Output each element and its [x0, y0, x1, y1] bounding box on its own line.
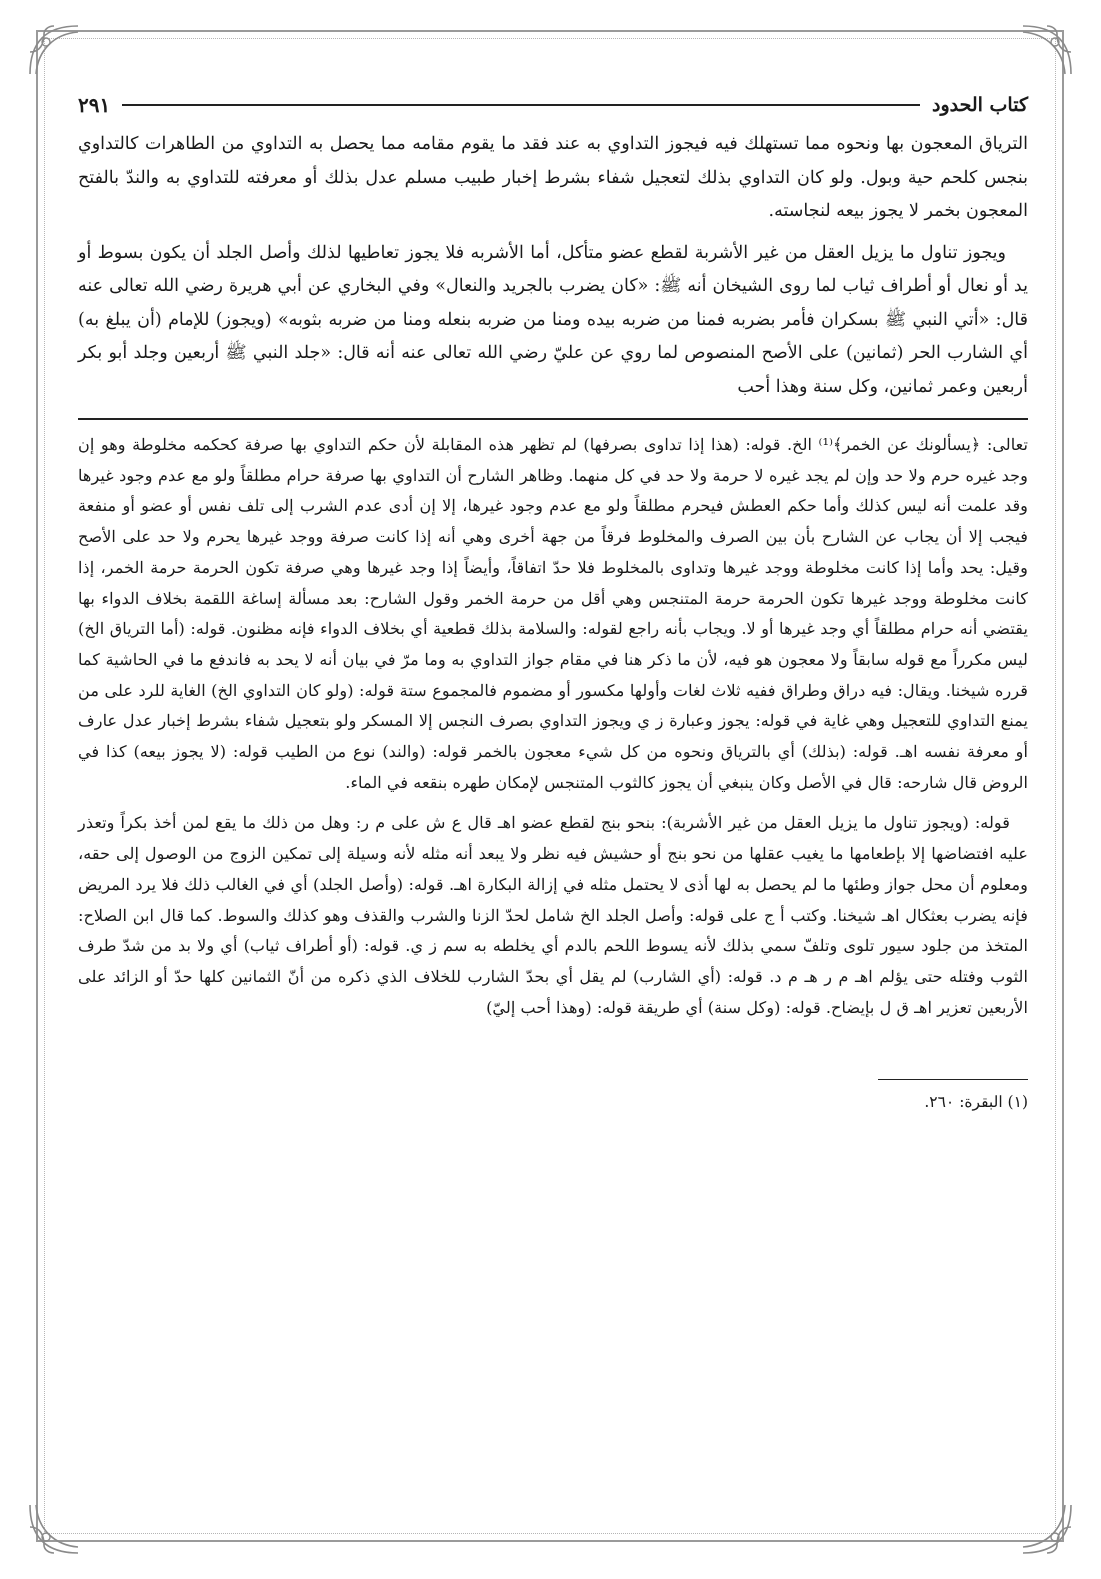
running-header [78, 86, 1028, 124]
commentary-paragraph: تعالى: ﴿يسألونك عن الخمر﴾⁽¹⁾ الخ. قوله: (هذا إذا تداوى بصرفها) لم تظهر هذه المقابلة لأن حكم التداوي بها صرفة كحكمه مخلوطة وهو إن وجد غيره حرم ولا حد وإن لم يجد غيره لا حرمة ولا حد في كل منهما. وظاهر الشارح أن التداوي بها صرفة حرام مطلقاً ولو مع عدم وجود غيرها وقد علمت أنه ليس كذلك وأما حكم العطش فيحرم مطلقاً ولو مع عدم وجود غيرها، إلا إن أدى عدم الشرب إلى تلف نفس أو عضو أو منفعة فيجب إلا أن يجاب عن الشارح بأن بين الصرف والمخلوط فرقاً من جهة أخرى وهي أنه إذا كانت صرفة ووجد غيرها يحرم ولا حد على الأصح وقيل: يحد وأما إذا كانت مخلوطة ووجد غيرها وتداوى بالمخلوط فلا حدّ اتفاقاً، وأيضاً إذا وجد غيرها وهي صرفة تكون الحرمة حرمة الخمر، إذا كانت مخلوطة ووجد غيرها تكون الحرمة حرمة المتنجس وهي أقل من حرمة الخمر وقول الشارح: بعد مسألة إساغة اللقمة بخلاف الدواء بها يقتضي أنه حرام مطلقاً أي وجد غيرها أو لا. ويجاب بأنه راجع لقوله: والسلامة بذلك قطعية أي بخلاف الدواء فإنه مظنون. قوله: (أما الترياق الخ) ليس مكرراً مع قوله سابقاً ولا معجون هو فيه، لأن ما ذكر هنا في مقام جواز التداوي به وما مرّ في بيان أنه لا يحد به فاندفع ما في الحاشية كما قرره شيخنا. ويقال: فيه دراق وطراق ففيه ثلاث لغات وأولها مكسور أو مضموم فالمجموع ستة قوله: (ولو كان التداوي الخ) الغاية للرد على من يمنع التداوي للتعجيل وهي غاية في قوله: يجوز وعبارة ز ي ويجوز التداوي بصرف النجس إلا المسكر ولو بتعجيل شفاء بشرط إخبار عدل عارف أو معرفة نفسه اهـ. قوله: (بذلك) أي بالترياق ونحوه من كل شيء معجون بالخمر قوله: (والند) نوع من الطيب قوله: (لا يجوز بيعه) كذا في الروض قال شارحه: قال في الأصل وكان ينبغي أن يجوز كالثوب المتنجس لإمكان طهره بنقعه في الماء. [78, 435, 1028, 792]
commentary-paragraph: قوله: (ويجوز تناول ما يزيل العقل من غير الأشربة): بنحو بنج لقطع عضو اهـ قال ع ش على م ر: وهل من ذلك ما يقع لمن أخذ بكراً وتعذر عليه افتضاضها إلا بإطعامها ما يغيب عقلها من نحو بنج أو حشيش فيه نظر ولا يبعد أنه مثله لأنه وسيلة إلى تمكين الزوج من الوصول إلى حقه، ومعلوم أن محل جواز وطئها ما لم يحصل به لها أذى لا يحتمل مثله في إزالة البكارة اهـ. قوله: (وأصل الجلد) أي في الغالب ذلك فلا يرد المريض فإنه يضرب بعثكال اهـ شيخنا. وكتب أ ج على قوله: وأصل الجلد الخ شامل لحدّ الزنا والشرب والقذف وهو كذلك والسوط. كما قال ابن الصلاح: المتخذ من جلود سيور تلوى وتلفّ سمي بذلك لأنه يسوط اللحم بالدم أي يخلطه به سم ز ي. قوله: (أو أطراف ثياب) أي ولا بد من شدّ طرف الثوب وفتله حتى يؤلم اهـ م ر هـ م د. قوله: (أي الشارب) لم يقل أي بحدّ الشارب للخلاف الذي ذكره من أنّ الثمانين كلها حدّ أو الزائد على الأربعين تعزير اهـ ق ل بإيضاح. قوله: (وكل سنة) أي طريقة قوله: (وهذا أحب إليّ) [78, 813, 1028, 1017]
frame-corner-ornament-icon [1019, 1501, 1075, 1557]
main-paragraph: الترياق المعجون بها ونحوه مما تستهلك فيه فيجوز التداوي به عند فقد ما يقوم مقامه مما يحصل به التداوي من الطاهرات كالتداوي بنجس كلحم حية وبول. ولو كان التداوي بذلك لتعجيل شفاء بشرط إخبار طبيب مسلم عدل بذلك أو معرفته للتداوي به والندّ بالفتح المعجون بخمر لا يجوز بيعه لنجاسته. [78, 134, 1028, 221]
frame-corner-ornament-icon [1019, 22, 1075, 78]
commentary-text [78, 430, 1028, 1023]
main-paragraph: ويجوز تناول ما يزيل العقل من غير الأشربة لقطع عضو متأكل، أما الأشربه فلا يجوز تعاطيها لذلك وأصل الجلد أن يكون بسوط أو يد أو نعال أو أطراف ثياب لما روى الشيخان أنه ﷺ: «كان يضرب بالجريد والنعال» وفي البخاري عن أبي هريرة رضي الله تعالى عنه قال: «أتي النبي ﷺ بسكران فأمر بضربه فمنا من ضربه بيده ومنا من ضربه بنعله ومنا من ضربه بثوبه» (ويجوز) للإمام (أن يبلغ به) أي الشارب الحر (ثمانين) على الأصح المنصوص لما روي عن عليّ رضي الله تعالى عنه أنه قال: «جلد النبي ﷺ أربعين وجلد أبو بكر أربعين وعمر ثمانين، وكل سنة وهذا أحب [78, 242, 1028, 397]
page-number: ٢٩١ [78, 93, 111, 117]
chapter-title: كتاب الحدود [931, 94, 1028, 116]
frame-corner-ornament-icon [26, 1501, 82, 1557]
footnote-separator [878, 1079, 1028, 1080]
frame-corner-ornament-icon [26, 22, 82, 78]
main-text [78, 128, 1028, 404]
text-separator-rule [78, 418, 1028, 420]
page-content [78, 86, 1028, 1114]
footnote: (١) البقرة: ٢٦٠. [924, 1093, 1028, 1112]
header-rule [122, 104, 920, 106]
